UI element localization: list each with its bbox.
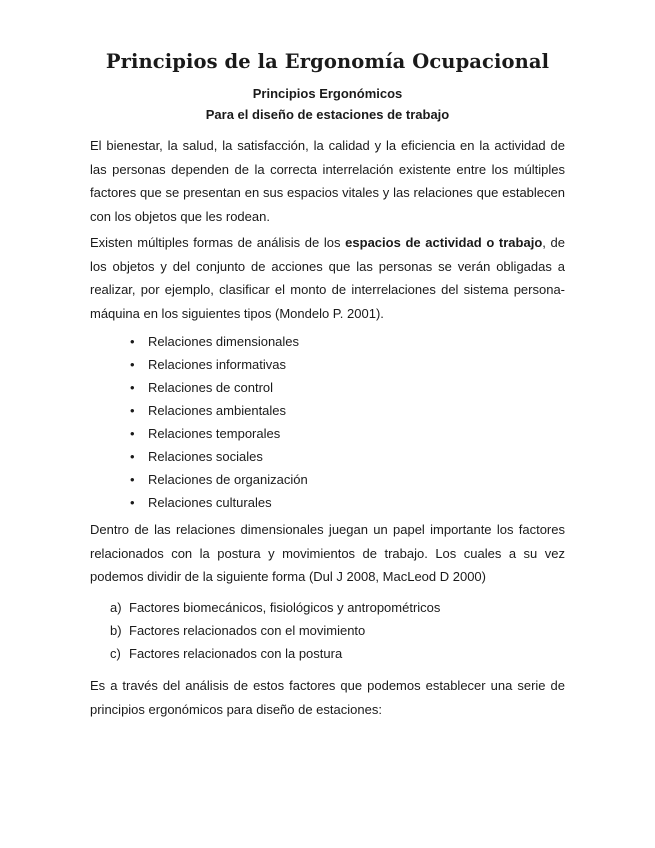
bullet-icon: •: [130, 472, 135, 487]
list-item: [90, 493, 308, 516]
bullet-icon: •: [130, 449, 135, 464]
list-item: [90, 621, 440, 644]
bullet-icon: •: [130, 380, 135, 395]
bullet-icon: •: [130, 495, 135, 510]
list-item-text: Relaciones de organización: [148, 472, 308, 487]
list-item-text: Relaciones de control: [148, 380, 274, 395]
paragraph-conclusion: Es a través del análisis de estos factores que podemos establecer una serie de principios ergonómicos para diseño de estaciones:: [90, 678, 565, 717]
list-marker: b): [110, 623, 122, 638]
list-marker: c): [110, 646, 121, 661]
list-item-text: Relaciones temporales: [148, 426, 281, 441]
list-item-text: Factores biomecánicos, fisiológicos y antropométricos: [129, 600, 441, 615]
list-item: [90, 424, 308, 447]
paragraph-analisis-bold: espacios de actividad o trabajo: [345, 235, 543, 250]
list-item-text: Relaciones sociales: [148, 449, 263, 464]
list-item-text: Relaciones ambientales: [148, 403, 287, 418]
list-item: [90, 401, 308, 424]
paragraph-bienestar: El bienestar, la salud, la satisfacción, la calidad y la eficiencia en la actividad de las personas dependen de la correcta interrelación existente entre los múltiples factores que se presentan en sus espacios vitales y las relaciones que establecen con los objetos que les rodean.: [90, 138, 565, 224]
list-item: [90, 644, 440, 667]
factors-list: [90, 598, 440, 667]
list-item: [90, 355, 308, 378]
bullet-icon: •: [130, 357, 135, 372]
paragraph-analisis-rest: , de los objetos y del conjunto de acciones que las personas se verán obligadas a realizar, por ejemplo, clasificar el monto de interrelaciones del sistema persona-máquina en los siguientes tipos (Mondelo P. 2001).: [90, 235, 565, 321]
list-item: [90, 598, 440, 621]
paragraph-dimensionales: Dentro de las relaciones dimensionales juegan un papel importante los factores relacionados con la postura y movimientos de trabajo. Los cuales a su vez podemos dividir de la siguiente forma (Dul J 2008, MacLeod D 2000): [90, 522, 565, 584]
bullet-icon: •: [130, 334, 135, 349]
bullet-icon: •: [130, 403, 135, 418]
relations-list: [90, 332, 308, 516]
page-title: Principios de la Ergonomía Ocupacional: [105, 50, 550, 73]
list-item-text: Relaciones culturales: [148, 495, 272, 510]
list-item-text: Factores relacionados con la postura: [129, 646, 343, 661]
list-item-text: Relaciones informativas: [148, 357, 287, 372]
bullet-icon: •: [130, 426, 135, 441]
subtitle-principios: Principios Ergonómicos: [252, 86, 403, 101]
paragraph-analisis-intro: Existen múltiples formas de análisis de los: [90, 235, 346, 250]
list-item: [90, 447, 308, 470]
list-item-text: Relaciones dimensionales: [148, 334, 300, 349]
list-item-text: Factores relacionados con el movimiento: [129, 623, 366, 638]
list-item: [90, 470, 308, 493]
list-marker: a): [110, 600, 122, 615]
paragraph-analisis: [90, 231, 565, 325]
list-item: [90, 378, 308, 401]
list-item: [90, 332, 308, 355]
subtitle-diseno: Para el diseño de estaciones de trabajo: [205, 107, 450, 122]
